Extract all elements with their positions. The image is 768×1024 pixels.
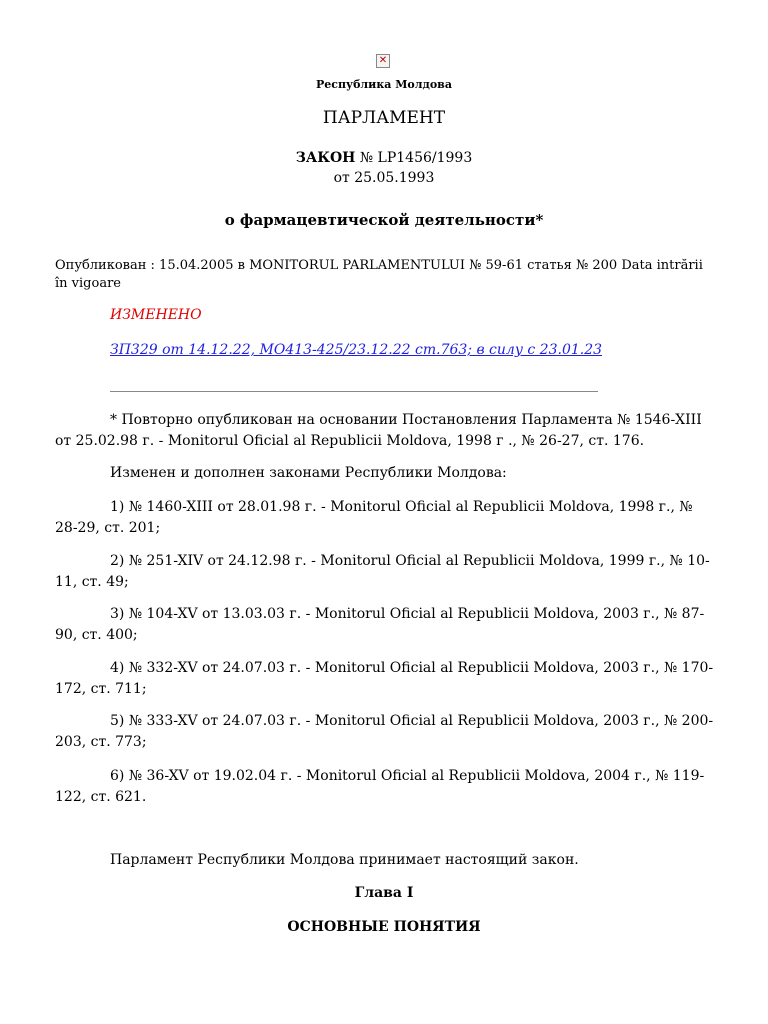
law-header [0, 148, 768, 188]
list-item: 3) № 104-XV от 13.03.03 г. - Monitorul Oficial al Republicii Moldova, 2003 г., № 87-90, ст. 400; [55, 606, 705, 643]
law-word: ЗАКОН [295, 150, 356, 166]
law-title: о фармацевтической деятельности* [224, 211, 544, 229]
amendment-link[interactable]: ЗП329 от 14.12.22, МО413-425/23.12.22 ст.763; в силу с 23.01.23 [110, 342, 603, 358]
country-name: Республика Молдова [316, 78, 452, 91]
list-item: 4) № 332-XV от 24.07.03 г. - Monitorul Oficial al Republicii Moldova, 2003 г., № 170-172, ст. 711; [55, 660, 714, 697]
divider [110, 391, 598, 392]
amended-label: ИЗМЕНЕНО [110, 307, 202, 323]
law-number-line [0, 148, 768, 168]
list-item: 1) № 1460-XIII от 28.01.98 г. - Monitorul Oficial al Republicii Moldova, 1998 г., № 28-29, ст. 201; [55, 499, 693, 536]
list-item: 5) № 333-XV от 24.07.03 г. - Monitorul Oficial al Republicii Moldova, 2003 г., № 200-203, ст. 773; [55, 713, 714, 750]
list-item: 2) № 251-XIV от 24.12.98 г. - Monitorul Oficial al Republicii Moldova, 1999 г., № 10-11, ст. 49; [55, 553, 710, 590]
list-item: 6) № 36-XV от 19.02.04 г. - Monitorul Oficial al Republicii Moldova, 2004 г., № 119-122, ст. 621. [55, 768, 705, 805]
republication-note: * Повторно опубликован на основании Постановления Парламента № 1546-XIII от 25.02.98 г. - Monitorul Oficial al Republicii Moldova, 1998 г ., № 26-27, ст. 176. [55, 412, 702, 449]
chapter-title: ОСНОВНЫЕ ПОНЯТИЯ [287, 919, 481, 935]
publication-info: Опубликован : 15.04.2005 в MONITORUL PARLAMENTULUI № 59-61 статья № 200 Data intrării în vigoare [55, 258, 703, 291]
amended-by-text: Изменен и дополнен законами Республики Молдова: [110, 465, 507, 481]
adoption-text: Парламент Республики Молдова принимает настоящий закон. [110, 852, 579, 868]
chapter-heading: Глава I [354, 885, 414, 901]
parliament-heading: ПАРЛАМЕНТ [322, 108, 446, 128]
law-number: № LP1456/1993 [355, 150, 473, 166]
law-date: от 25.05.1993 [333, 170, 435, 186]
broken-image-icon: ✕ [376, 54, 390, 68]
